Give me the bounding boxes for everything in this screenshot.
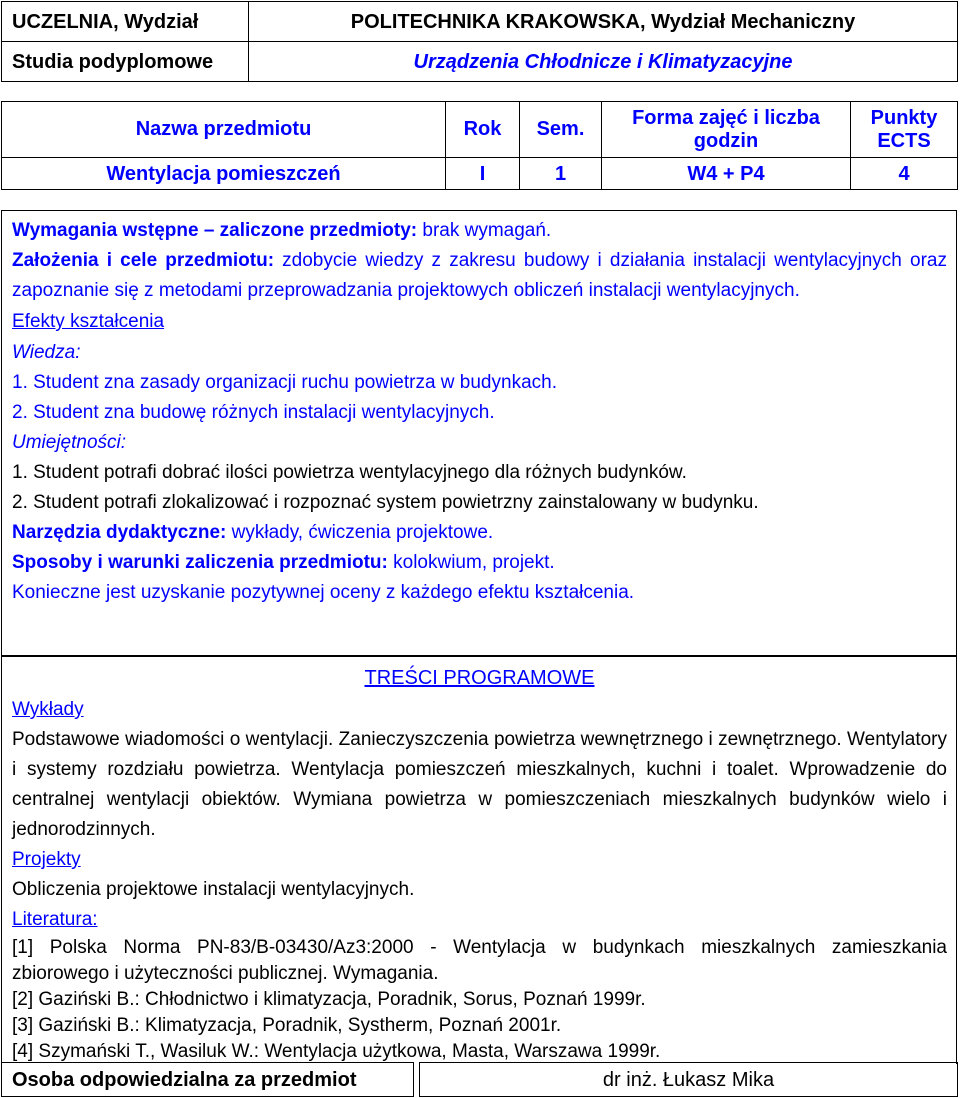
goals-label: Założenia i cele przedmiotu: [12, 250, 275, 271]
goals-paragraph [12, 246, 947, 306]
program-title: TREŚCI PROGRAMOWE [364, 667, 595, 689]
lectures-heading: Wykłady [12, 699, 84, 720]
assessment-note: Konieczne jest uzyskanie pozytywnej oceny z każdego efektu kształcenia. [12, 582, 635, 603]
responsible-label: Osoba odpowiedzialna za przedmiot [2, 1063, 414, 1097]
tools-value: wykłady, ćwiczenia projektowe. [226, 522, 494, 543]
skills-item-2: 2. Student potrafi zlokalizować i rozpoznać system powietrzny zainstalowany w budynku. [12, 492, 759, 513]
responsible-name: dr inż. Łukasz Mika [420, 1063, 958, 1097]
skills-item-1: 1. Student potrafi dobrać ilości powietrza wentylacyjnego dla różnych budynków. [12, 462, 687, 483]
skills-label: Umiejętności: [12, 432, 127, 453]
header-table [1, 1, 958, 82]
column-header-ects: Punkty ECTS [851, 102, 958, 158]
course-header-row [2, 102, 958, 158]
tools-line [12, 518, 947, 548]
lectures-text: Podstawowe wiadomości o wentylacji. Zanieczyszczenia powietrza wewnętrznego i zewnętrznego. Wentylatory i systemy rozdziału powietrza. Wentylacja pomieszczeń mieszkalnych, kuchni i toalet. Wprowadzenie do centralnej wentylacji obiektów. Wymiana powietrza w pomieszczeniach mieszkalnych budynków wielo i jednorodzinnych. [12, 729, 947, 840]
column-header-year: Rok [446, 102, 520, 158]
studia-label: Studia podyplomowe [2, 42, 249, 82]
studia-value: Urządzenia Chłodnicze i Klimatyzacyjne [249, 42, 958, 82]
literature-item-2: [2] Gaziński B.: Chłodnictwo i klimatyzacja, Poradnik, Sorus, Poznań 1999r. [12, 989, 646, 1010]
course-name: Wentylacja pomieszczeń [2, 158, 446, 190]
requirements-label: Wymagania wstępne – zaliczone przedmioty: [12, 220, 418, 241]
tools-label: Narzędzia dydaktyczne: [12, 522, 227, 543]
knowledge-item-1: 1. Student zna zasady organizacji ruchu powietrza w budynkach. [12, 372, 557, 393]
goals-value: zdobycie wiedzy z zakresu budowy i działania instalacji wentylacyjnych oraz zapoznanie się z metodami przeprowadzania projektowych obliczeń instalacji wentylacyjnych. [12, 250, 947, 301]
column-header-semester: Sem. [520, 102, 602, 158]
knowledge-label: Wiedza: [12, 342, 81, 363]
course-value-row [2, 158, 958, 190]
column-header-form: Forma zajęć i liczba godzin [602, 102, 851, 158]
literature-item-4: [4] Szymański T., Wasiluk W.: Wentylacja użytkowa, Masta, Warszawa 1999r. [12, 1041, 661, 1062]
column-header-name: Nazwa przedmiotu [2, 102, 446, 158]
course-table [1, 101, 958, 190]
requirements-value: brak wymagań. [417, 220, 552, 241]
knowledge-item-2: 2. Student zna budowę różnych instalacji wentylacyjnych. [12, 402, 495, 423]
program-box [1, 656, 957, 1064]
uczelnia-label: UCZELNIA, Wydział [2, 2, 249, 42]
projects-text: Obliczenia projektowe instalacji wentylacyjnych. [12, 879, 415, 900]
literature-item-3: [3] Gaziński B.: Klimatyzacja, Poradnik, Systherm, Poznań 2001r. [12, 1015, 562, 1036]
course-year: I [446, 158, 520, 190]
literature-heading: Literatura: [12, 909, 98, 930]
assessment-label: Sposoby i warunki zaliczenia przedmiotu: [12, 552, 388, 573]
description-box [1, 210, 957, 656]
outcomes-heading: Efekty kształcenia [12, 311, 165, 332]
course-semester: 1 [520, 158, 602, 190]
requirements-line [12, 216, 947, 246]
uczelnia-value: POLITECHNIKA KRAKOWSKA, Wydział Mechaniczny [249, 2, 958, 42]
course-ects: 4 [851, 158, 958, 190]
course-form: W4 + P4 [602, 158, 851, 190]
literature-item-1: [1] Polska Norma PN-83/B-03430/Az3:2000 - Wentylacja w budynkach mieszkalnych zamieszkania zbiorowego i użyteczności publicznej. Wymagania. [12, 937, 947, 984]
projects-heading: Projekty [12, 849, 81, 870]
assessment-value: kolokwium, projekt. [387, 552, 555, 573]
footer-table [1, 1062, 958, 1097]
assessment-line [12, 548, 947, 578]
